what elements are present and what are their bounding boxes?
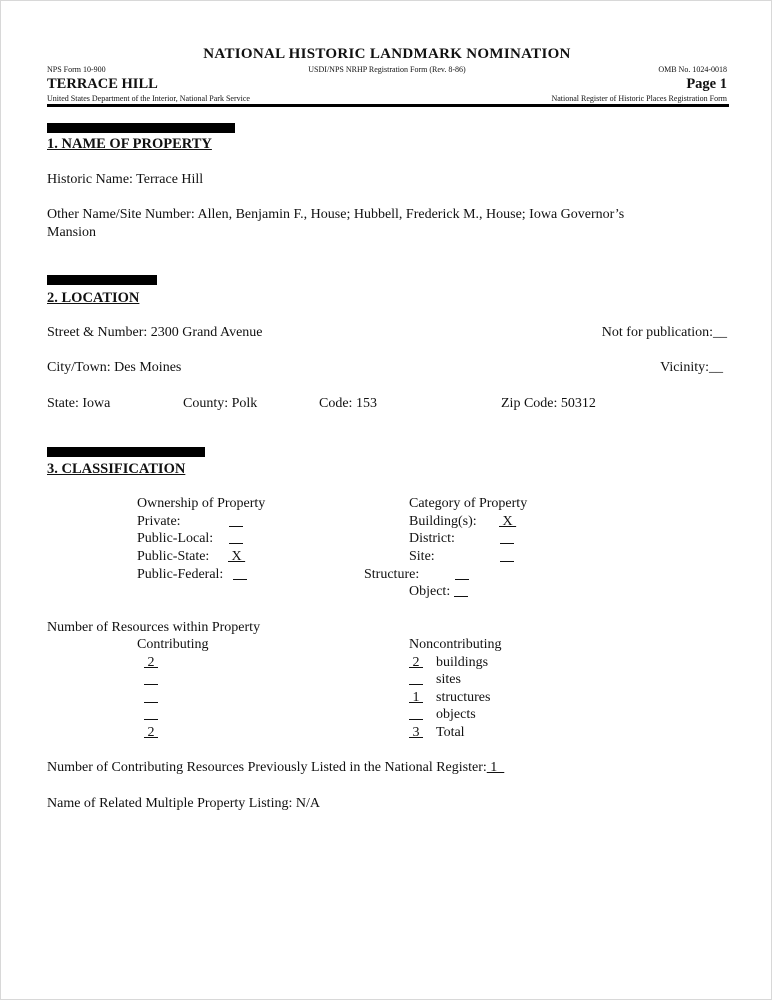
noncontributing-total-label: Total [436,725,465,740]
multiple-property-listing: Name of Related Multiple Property Listing: N/A [47,796,320,811]
category-object-mark [454,584,468,600]
category-object-label: Object: [409,584,451,599]
noncontributing-structures-label: structures [436,690,491,705]
category-structure-mark [455,567,469,583]
not-for-publication: Not for publication:__ [601,325,727,340]
category-district-mark [500,531,514,547]
category-site-mark [500,549,514,565]
previously-listed-line [47,760,504,776]
ownership-public-federal-mark [233,567,247,583]
section-3-bar [47,447,205,457]
agency-line: United States Department of the Interior, National Park Service [47,94,250,103]
other-name-line-1: Other Name/Site Number: Allen, Benjamin F., House; Hubbell, Frederick M., House; Iowa Governor’s [47,207,625,222]
vicinity: Vicinity:__ [660,360,723,375]
noncontributing-buildings-count: 2 [409,655,423,670]
category-structure-label: Structure: [364,567,420,582]
register-form-line: National Register of Historic Places Registration Form [551,94,727,103]
code: Code: 153 [319,396,377,411]
city-town: City/Town: Des Moines [47,360,182,375]
form-number: NPS Form 10-900 [47,65,106,74]
ownership-public-state-mark: X [228,549,246,564]
omb-number: OMB No. 1024-0018 [658,65,727,74]
noncontributing-header: Noncontributing [409,637,502,652]
noncontributing-objects-label: objects [436,707,476,722]
ownership-public-state-label: Public-State: [137,549,210,564]
noncontributing-sites-count [409,672,423,688]
noncontributing-total-count: 3 [409,725,423,740]
section-1-bar [47,123,235,133]
category-building-label: Building(s): [409,514,477,529]
noncontributing-structures-count: 1 [409,690,423,705]
other-name-line-2: Mansion [47,225,96,240]
ownership-private-mark [229,514,243,530]
category-district-label: District: [409,531,455,546]
zip-code: Zip Code: 50312 [501,396,596,411]
section-1-title: 1. NAME OF PROPERTY [47,136,212,152]
county: County: Polk [183,396,258,411]
contributing-header: Contributing [137,637,209,652]
noncontributing-sites-label: sites [436,672,461,687]
form-subtitle: USDI/NPS NRHP Registration Form (Rev. 8-86) [308,65,466,74]
street-number: Street & Number: 2300 Grand Avenue [47,325,263,340]
state: State: Iowa [47,396,111,411]
section-3-title: 3. CLASSIFICATION [47,461,186,477]
category-building-mark: X [499,514,517,529]
contributing-buildings: 2 [144,655,158,670]
noncontributing-buildings-label: buildings [436,655,489,670]
resources-header: Number of Resources within Property [47,620,261,635]
historic-name: Historic Name: Terrace Hill [47,172,204,187]
previously-listed-value: 1 [486,760,505,775]
page-number: Page 1 [686,76,727,92]
ownership-private-label: Private: [137,514,181,529]
property-name: TERRACE HILL [47,76,158,92]
category-header: Category of Property [409,496,528,511]
form-title: NATIONAL HISTORIC LANDMARK NOMINATION [203,46,571,62]
ownership-public-local-label: Public-Local: [137,531,214,546]
contributing-structures [144,690,158,706]
section-2-bar [47,275,157,285]
ownership-public-federal-label: Public-Federal: [137,567,224,582]
previously-listed-label: Number of Contributing Resources Previously Listed in the National Register: [47,760,487,775]
category-site-label: Site: [409,549,435,564]
contributing-sites [144,672,158,688]
ownership-header: Ownership of Property [137,496,266,511]
contributing-total: 2 [144,725,158,740]
header-rule [47,104,729,107]
contributing-objects [144,707,158,723]
ownership-public-local-mark [229,531,243,547]
section-2-title: 2. LOCATION [47,290,140,306]
noncontributing-objects-count [409,707,423,723]
